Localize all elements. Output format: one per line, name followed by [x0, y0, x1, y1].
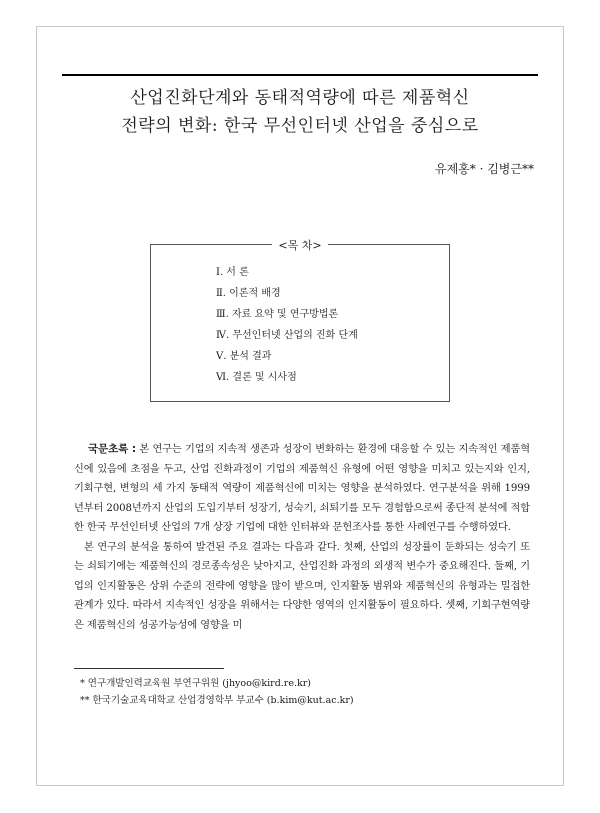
authors: 유제홍* · 김병근** [435, 162, 534, 176]
footnote-2: ** 한국기술교육대학교 산업경영학부 부교수 (b.kim@kut.ac.kr) [80, 695, 354, 706]
footnote-1: * 연구개발인력교육원 부연구위원 (jhyoo@kird.re.kr) [80, 678, 311, 689]
paper-title [62, 84, 538, 140]
footnotes [80, 675, 520, 709]
page-border [36, 26, 564, 786]
toc-list [216, 262, 446, 388]
abstract-paragraph-2: 본 연구의 분석을 통하여 발견된 주요 결과는 다음과 같다. 첫째, 산업의 성장률이 둔화되는 성숙기 또는 쇠퇴기에는 제품혁신의 경로종속성은 낮아지고, 산업진화 과정의 외생적 변수가 중요해진다. 둘째, 기업의 인지활동은 상위 수준의 전략에 영향을 많이 받으며, 인지활동 범위와 제품혁신의 유형과는 밀접한 관계가 있다. 따라서 지속적인 성장을 위해서는 다양한 영역의 인지활동이 필요하다. 셋째, 기회구현역량은 제품혁신의 성공가능성에 영향을 미 [74, 541, 530, 631]
toc-heading [0, 237, 600, 253]
toc-item: Ⅱ. 이론적 배경 [216, 288, 281, 299]
toc-item: Ⅲ. 자료 요약 및 연구방법론 [216, 309, 339, 320]
toc-item: Ⅰ. 서 론 [216, 267, 249, 278]
abstract-label: 국문초록 : [88, 443, 137, 455]
abstract [74, 440, 530, 635]
title-line-2: 전략의 변화: 한국 무선인터넷 산업을 중심으로 [121, 116, 479, 136]
abstract-text-1: 본 연구는 기업의 지속적 생존과 성장이 변화하는 환경에 대응할 수 있는 지속적인 제품혁신에 있음에 초점을 두고, 산업 진화과정이 기업의 제품혁신 유형에 어떤 영향을 미치고 있는지와 인지, 기회구현, 변형의 세 가지 동태적 역량이 제품혁신에 미치는 영향을 분석하였다. 연구분석을 위해 1999년부터 2008년까지 산업의 도입기부터 성장기, 성숙기, 쇠퇴기를 모두 경험함으로써 종단적 분석에 적합한 한국 무선인터넷 산업의 7개 상장 기업에 대한 인터뷰와 문헌조사를 통한 사례연구를 수행하였다. [74, 444, 531, 533]
toc-item: Ⅴ. 분석 결과 [216, 351, 272, 362]
title-line-1: 산업진화단계와 동태적역량에 따른 제품혁신 [130, 88, 470, 108]
toc-item: Ⅵ. 결론 및 시사점 [216, 372, 297, 383]
abstract-paragraph-1 [74, 440, 530, 538]
footnote-rule [74, 668, 224, 669]
title-rule [62, 74, 538, 76]
toc-item: Ⅳ. 무선인터넷 산업의 진화 단계 [216, 330, 358, 341]
toc-heading-text: <목 차> [272, 239, 327, 252]
